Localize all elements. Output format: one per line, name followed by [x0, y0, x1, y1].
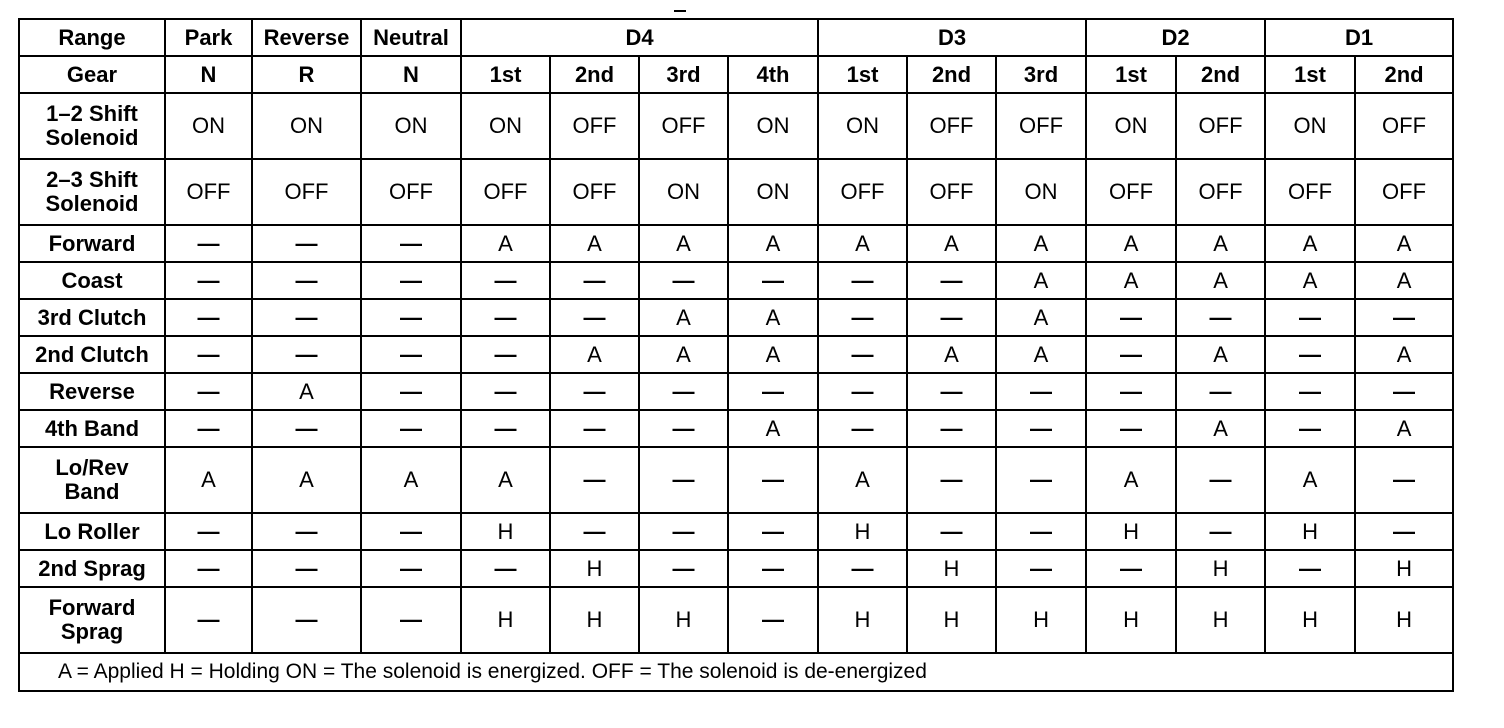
gear-header: N — [165, 56, 252, 93]
table-cell: — — [361, 410, 461, 447]
table-cell: A — [818, 447, 907, 513]
table-cell: — — [907, 373, 996, 410]
table-cell: ON — [361, 93, 461, 159]
table-cell: — — [165, 410, 252, 447]
table-cell: — — [907, 262, 996, 299]
table-cell: — — [252, 262, 361, 299]
top-tick-mark — [674, 10, 686, 12]
table-cell: OFF — [1086, 159, 1176, 225]
table-cell: — — [461, 336, 550, 373]
row-label: Lo Roller — [19, 513, 165, 550]
table-cell: A — [639, 336, 728, 373]
table-cell: A — [1355, 225, 1453, 262]
table-cell: — — [361, 336, 461, 373]
range-header-d4: D4 — [461, 19, 818, 56]
table-cell: — — [818, 410, 907, 447]
table-cell: — — [1176, 447, 1265, 513]
clutch-application-chart — [18, 18, 1452, 692]
table-cell: — — [1086, 373, 1176, 410]
table-cell: A — [1355, 410, 1453, 447]
gear-label: Gear — [19, 56, 165, 93]
table-cell: H — [550, 550, 639, 587]
table-cell: — — [165, 373, 252, 410]
table-cell: — — [639, 373, 728, 410]
row-label: Coast — [19, 262, 165, 299]
table-cell: OFF — [639, 93, 728, 159]
table-cell: — — [728, 373, 818, 410]
gear-header: 2nd — [1355, 56, 1453, 93]
legend-row — [19, 653, 1453, 691]
table-cell: — — [996, 550, 1086, 587]
table-cell: — — [361, 299, 461, 336]
range-label: Range — [19, 19, 165, 56]
table-cell: A — [1265, 262, 1355, 299]
range-header-d1: D1 — [1265, 19, 1453, 56]
table-cell: H — [639, 587, 728, 653]
table-cell: — — [165, 225, 252, 262]
row-label: 2nd Sprag — [19, 550, 165, 587]
row-label: 4th Band — [19, 410, 165, 447]
table-cell: — — [818, 262, 907, 299]
table-cell: H — [1355, 587, 1453, 653]
table-cell: — — [550, 513, 639, 550]
table-cell: — — [165, 550, 252, 587]
table-cell: A — [996, 262, 1086, 299]
table-cell: — — [996, 410, 1086, 447]
row-label: Forward Sprag — [19, 587, 165, 653]
table-cell: — — [1355, 299, 1453, 336]
table-cell: — — [1355, 447, 1453, 513]
gear-header: 1st — [461, 56, 550, 93]
table-row — [19, 159, 1453, 225]
table-cell: — — [361, 550, 461, 587]
table-cell: A — [361, 447, 461, 513]
table-cell: A — [639, 299, 728, 336]
table-cell: A — [252, 373, 361, 410]
table-cell: — — [818, 550, 907, 587]
table-cell: — — [252, 225, 361, 262]
table-cell: — — [907, 410, 996, 447]
table-cell: — — [728, 550, 818, 587]
table-cell: A — [461, 225, 550, 262]
table-cell: — — [728, 447, 818, 513]
table-cell: — — [639, 550, 728, 587]
table-cell: — — [996, 513, 1086, 550]
row-label: 2nd Clutch — [19, 336, 165, 373]
gear-header: 3rd — [996, 56, 1086, 93]
table-cell: ON — [461, 93, 550, 159]
legend-text: A = Applied H = Holding ON = The solenoid is energized. OFF = The solenoid is de-energized — [19, 653, 1453, 691]
table-cell: A — [1086, 225, 1176, 262]
table-cell: — — [361, 225, 461, 262]
table-cell: OFF — [550, 93, 639, 159]
table-cell: H — [461, 513, 550, 550]
gear-header: 3rd — [639, 56, 728, 93]
table-cell: A — [1355, 262, 1453, 299]
table-cell: — — [1265, 373, 1355, 410]
table-cell: — — [907, 447, 996, 513]
table-cell: OFF — [252, 159, 361, 225]
table-cell: — — [550, 410, 639, 447]
table-cell: A — [907, 336, 996, 373]
table-cell: — — [1265, 336, 1355, 373]
table-cell: OFF — [1355, 93, 1453, 159]
table-cell: — — [165, 336, 252, 373]
table-cell: — — [639, 513, 728, 550]
table-cell: — — [818, 299, 907, 336]
table-cell: ON — [818, 93, 907, 159]
table-cell: A — [639, 225, 728, 262]
table-row — [19, 299, 1453, 336]
table-cell: OFF — [996, 93, 1086, 159]
table-cell: — — [252, 410, 361, 447]
table-cell: — — [818, 373, 907, 410]
gear-header: 1st — [818, 56, 907, 93]
table-cell: — — [1265, 550, 1355, 587]
table-cell: A — [818, 225, 907, 262]
table-cell: OFF — [907, 93, 996, 159]
table-cell: A — [1176, 262, 1265, 299]
table-cell: ON — [165, 93, 252, 159]
table-cell: — — [461, 262, 550, 299]
table-cell: OFF — [1176, 93, 1265, 159]
gear-header: N — [361, 56, 461, 93]
table-cell: — — [1265, 410, 1355, 447]
table-cell: — — [996, 447, 1086, 513]
table-cell: — — [550, 262, 639, 299]
gear-header: 2nd — [907, 56, 996, 93]
table-cell: A — [1176, 410, 1265, 447]
range-header-park: Park — [165, 19, 252, 56]
table-cell: — — [818, 336, 907, 373]
table-cell: OFF — [361, 159, 461, 225]
table-cell: OFF — [907, 159, 996, 225]
table-cell: H — [1086, 513, 1176, 550]
table-cell: — — [361, 262, 461, 299]
table-cell: — — [1086, 410, 1176, 447]
table-cell: — — [728, 587, 818, 653]
table-cell: — — [1086, 299, 1176, 336]
table-row — [19, 336, 1453, 373]
row-label: Reverse — [19, 373, 165, 410]
gear-header: 2nd — [550, 56, 639, 93]
table-cell: A — [728, 410, 818, 447]
table-cell: — — [1265, 299, 1355, 336]
table-cell: — — [639, 410, 728, 447]
table-cell: — — [252, 550, 361, 587]
table-row — [19, 447, 1453, 513]
table-cell: A — [1265, 225, 1355, 262]
table-cell: — — [1086, 336, 1176, 373]
table-cell: ON — [728, 159, 818, 225]
table-cell: — — [1176, 513, 1265, 550]
table-cell: A — [1176, 336, 1265, 373]
gear-header-row — [19, 56, 1453, 93]
table-cell: A — [907, 225, 996, 262]
table-cell: ON — [728, 93, 818, 159]
table-cell: A — [461, 447, 550, 513]
table-cell: — — [639, 447, 728, 513]
row-label: 2–3 Shift Solenoid — [19, 159, 165, 225]
gear-header: 2nd — [1176, 56, 1265, 93]
application-table — [18, 18, 1454, 692]
table-cell: OFF — [550, 159, 639, 225]
table-cell: — — [728, 262, 818, 299]
table-cell: ON — [1265, 93, 1355, 159]
table-cell: OFF — [818, 159, 907, 225]
table-cell: H — [550, 587, 639, 653]
table-cell: H — [907, 587, 996, 653]
table-cell: H — [1176, 587, 1265, 653]
table-cell: — — [461, 299, 550, 336]
table-cell: — — [252, 587, 361, 653]
table-cell: OFF — [1176, 159, 1265, 225]
table-cell: H — [996, 587, 1086, 653]
table-cell: — — [1086, 550, 1176, 587]
table-cell: H — [818, 513, 907, 550]
table-row — [19, 225, 1453, 262]
table-cell: H — [461, 587, 550, 653]
table-cell: H — [1265, 587, 1355, 653]
table-cell: — — [996, 373, 1086, 410]
table-cell: — — [252, 336, 361, 373]
table-cell: A — [1086, 447, 1176, 513]
table-row — [19, 587, 1453, 653]
table-cell: A — [996, 225, 1086, 262]
range-header-neutral: Neutral — [361, 19, 461, 56]
row-label: 1–2 Shift Solenoid — [19, 93, 165, 159]
gear-header: 1st — [1086, 56, 1176, 93]
table-cell: OFF — [1265, 159, 1355, 225]
range-header-reverse: Reverse — [252, 19, 361, 56]
gear-header: 4th — [728, 56, 818, 93]
table-cell: — — [907, 299, 996, 336]
table-cell: H — [1355, 550, 1453, 587]
table-cell: ON — [252, 93, 361, 159]
table-row — [19, 262, 1453, 299]
table-cell: — — [1176, 373, 1265, 410]
table-cell: — — [165, 513, 252, 550]
table-cell: ON — [1086, 93, 1176, 159]
table-cell: ON — [639, 159, 728, 225]
table-cell: — — [1355, 373, 1453, 410]
table-cell: — — [165, 587, 252, 653]
table-cell: — — [1176, 299, 1265, 336]
table-cell: H — [1176, 550, 1265, 587]
table-cell: A — [996, 299, 1086, 336]
table-cell: — — [550, 299, 639, 336]
table-cell: — — [252, 299, 361, 336]
table-cell: — — [361, 373, 461, 410]
table-cell: OFF — [165, 159, 252, 225]
gear-header: R — [252, 56, 361, 93]
table-cell: A — [728, 336, 818, 373]
table-cell: — — [361, 513, 461, 550]
row-label: Forward — [19, 225, 165, 262]
table-cell: — — [639, 262, 728, 299]
table-cell: A — [1176, 225, 1265, 262]
range-header-row — [19, 19, 1453, 56]
table-cell: H — [818, 587, 907, 653]
table-cell: A — [996, 336, 1086, 373]
table-cell: A — [252, 447, 361, 513]
table-cell: — — [252, 513, 361, 550]
table-cell: — — [461, 373, 550, 410]
table-cell: A — [1265, 447, 1355, 513]
table-cell: — — [1355, 513, 1453, 550]
range-header-d2: D2 — [1086, 19, 1265, 56]
table-cell: OFF — [1355, 159, 1453, 225]
table-cell: — — [461, 410, 550, 447]
table-cell: A — [165, 447, 252, 513]
table-cell: — — [361, 587, 461, 653]
table-cell: — — [728, 513, 818, 550]
table-cell: — — [461, 550, 550, 587]
table-cell: — — [907, 513, 996, 550]
table-cell: — — [165, 299, 252, 336]
table-cell: — — [550, 447, 639, 513]
table-cell: A — [728, 299, 818, 336]
table-cell: A — [1086, 262, 1176, 299]
table-cell: A — [550, 225, 639, 262]
table-row — [19, 513, 1453, 550]
table-cell: H — [907, 550, 996, 587]
table-cell: A — [550, 336, 639, 373]
row-label: 3rd Clutch — [19, 299, 165, 336]
row-label: Lo/Rev Band — [19, 447, 165, 513]
table-row — [19, 373, 1453, 410]
table-cell: — — [550, 373, 639, 410]
table-cell: H — [1265, 513, 1355, 550]
range-header-d3: D3 — [818, 19, 1086, 56]
table-cell: H — [1086, 587, 1176, 653]
table-cell: A — [728, 225, 818, 262]
gear-header: 1st — [1265, 56, 1355, 93]
table-cell: — — [165, 262, 252, 299]
table-cell: ON — [996, 159, 1086, 225]
table-cell: A — [1355, 336, 1453, 373]
table-row — [19, 93, 1453, 159]
table-row — [19, 550, 1453, 587]
table-cell: OFF — [461, 159, 550, 225]
table-row — [19, 410, 1453, 447]
